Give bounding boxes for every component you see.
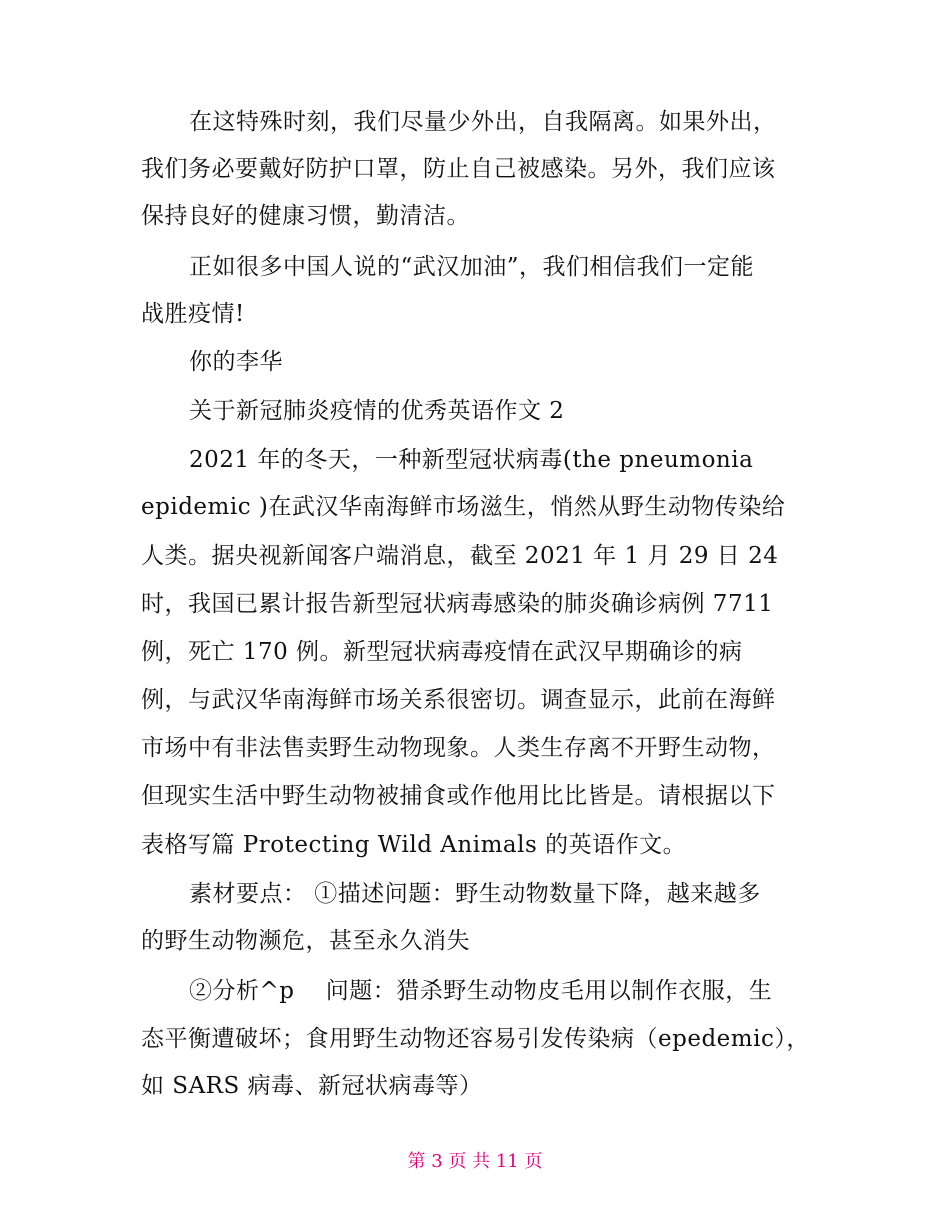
paragraph-line: 我们务必要戴好防护口罩，防止自己被感染。另外，我们应该 — [141, 156, 776, 182]
paragraph-line: 如 SARS 病毒、新冠状病毒等） — [141, 1073, 483, 1099]
essay-heading: 关于新冠肺炎疫情的优秀英语作文 2 — [189, 398, 565, 424]
paragraph-line: 保持良好的健康习惯，勤清洁。 — [141, 203, 470, 229]
page-number-footer: 第 3 页 共 11 页 — [407, 1151, 543, 1172]
paragraph-line: ②分析^p 问题：猎杀野生动物皮毛用以制作衣服，生 — [189, 978, 773, 1004]
paragraph-line: 素材要点： ①描述问题：野生动物数量下降，越来越多 — [189, 881, 761, 907]
paragraph-line: 态平衡遭破坏；食用野生动物还容易引发传染病（epedemic）， — [141, 1026, 810, 1052]
signature-line: 你的李华 — [189, 349, 283, 375]
paragraph-line: 的野生动物濒危，甚至永久消失 — [141, 928, 470, 954]
paragraph-line: 时，我国已累计报告新型冠状病毒感染的肺炎确诊病例 7711 — [141, 591, 774, 617]
paragraph-line: 正如很多中国人说的“武汉加油”，我们相信我们一定能 — [189, 254, 755, 280]
paragraph-line: 战胜疫情! — [141, 301, 245, 327]
paragraph-line: epidemic )在武汉华南海鲜市场滋生，悄然从野生动物传染给 — [141, 494, 786, 520]
paragraph-line: 表格写篇 Protecting Wild Animals 的英语作文。 — [141, 832, 687, 858]
paragraph-line: 人类。据央视新闻客户端消息，截至 2021 年 1 月 29 日 24 — [141, 543, 779, 569]
paragraph-line: 2021 年的冬天，一种新型冠状病毒(the pneumonia — [189, 447, 754, 473]
paragraph-line: 市场中有非法售卖野生动物现象。人类生存离不开野生动物， — [141, 735, 776, 761]
paragraph-line: 例，与武汉华南海鲜市场关系很密切。调查显示，此前在海鲜 — [141, 687, 776, 713]
paragraph-line: 但现实生活中野生动物被捕食或作他用比比皆是。请根据以下 — [141, 783, 776, 809]
paragraph-line: 在这特殊时刻，我们尽量少外出，自我隔离。如果外出， — [189, 109, 777, 135]
paragraph-line: 例，死亡 170 例。新型冠状病毒疫情在武汉早期确诊的病 — [141, 639, 743, 665]
